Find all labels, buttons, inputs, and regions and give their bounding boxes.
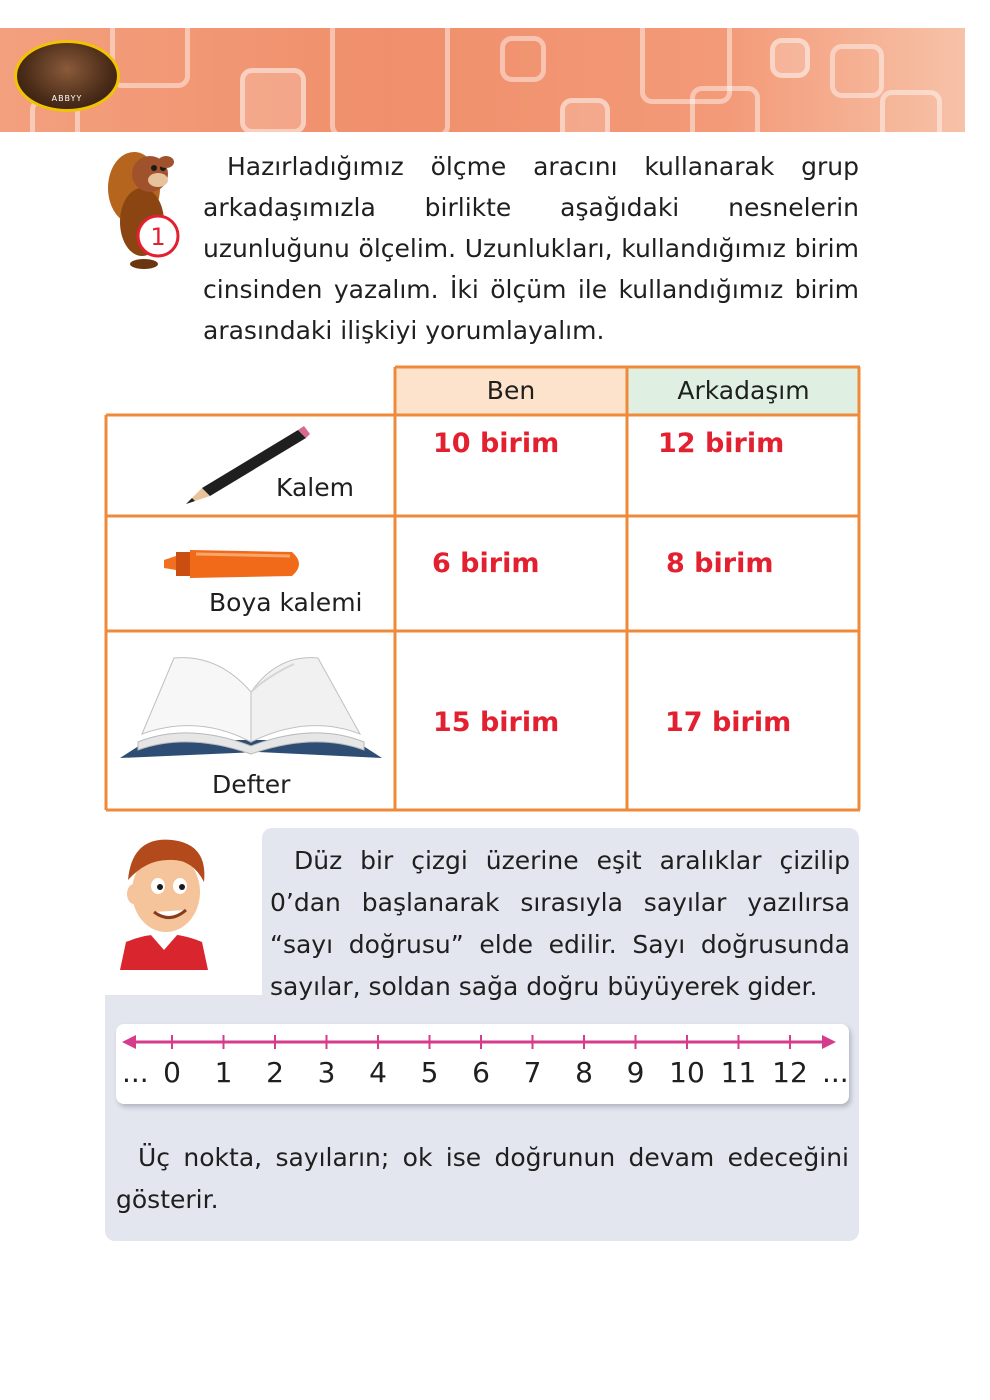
tick-label-3: 3 (317, 1056, 336, 1089)
decorative-square (240, 68, 306, 132)
decorative-square (330, 28, 450, 132)
cell-boya-kalemi-arkadasim: 8 birim (666, 548, 774, 579)
cell-kalem-arkadasim: 12 birim (658, 428, 785, 459)
header-banner (0, 28, 965, 132)
highlighter-icon (162, 546, 308, 582)
open-book-icon (118, 652, 384, 764)
row-item-defter: Defter (212, 770, 291, 799)
decorative-square (110, 28, 190, 88)
badge-text: ABBYY (51, 94, 83, 103)
right-arrow-icon (822, 1035, 836, 1049)
tick-label-9: 9 (626, 1056, 645, 1089)
tick-label-12: 12 (772, 1056, 808, 1089)
cell-defter-ben: 15 birim (433, 707, 560, 738)
tick-label-8: 8 (575, 1056, 593, 1089)
tick-label-2: 2 (266, 1056, 284, 1089)
question-text: Hazırladığımız ölçme aracını kullanarak grup arkadaşımızla birlikte aşağıdaki nesnelerin uzunluğunu ölçelim. Uzunlukları, kullandığımız birim cinsinden yazalım. İki ölçüm ile kullandığımız birim arasındaki ilişkiyi yorumlayalım. (203, 152, 859, 345)
cell-kalem-ben: 10 birim (433, 428, 560, 459)
decorative-square (560, 98, 610, 132)
tick-label-11: 11 (720, 1056, 757, 1089)
column-header-arkadasim: Arkadaşım (677, 376, 810, 405)
beaver-mascot-icon (100, 148, 186, 272)
number-line-definition: Düz bir çizgi üzerine eşit aralıklar çizilip 0’dan başlanarak sırasıyla sayılar yazılırsa “sayı doğrusu” elde edilir. Sayı doğrusunda sayılar, soldan sağa doğru büyüyerek gider. (270, 846, 850, 1001)
decorative-square (500, 36, 546, 82)
tick-label-7: 7 (523, 1056, 542, 1089)
decorative-square (880, 90, 942, 132)
tick-label-5: 5 (420, 1056, 439, 1089)
tick-label-6: 6 (472, 1056, 490, 1089)
tick-label-1: 1 (214, 1056, 233, 1089)
tick-label-0: 0 (163, 1056, 181, 1089)
tick-label-10: 10 (669, 1056, 705, 1089)
left-ellipsis: ... (122, 1056, 149, 1089)
boy-character-icon (112, 830, 216, 970)
decorative-square (690, 86, 760, 132)
right-ellipsis: ... (822, 1056, 849, 1089)
abbyy-badge (14, 40, 120, 112)
closing-note: Üç nokta, sayıların; ok ise doğrunun devam edeceğini gösterir. (116, 1143, 849, 1214)
left-arrow-icon (122, 1035, 136, 1049)
question-number: 1 (150, 223, 166, 251)
number-line (116, 1024, 849, 1104)
row-item-boya-kalemi: Boya kalemi (209, 588, 363, 617)
column-header-ben: Ben (486, 376, 536, 405)
decorative-square (830, 44, 884, 98)
row-item-kalem: Kalem (276, 473, 354, 502)
tick-label-4: 4 (369, 1056, 387, 1089)
cell-defter-arkadasim: 17 birim (665, 707, 792, 738)
decorative-square (770, 38, 810, 78)
cell-boya-kalemi-ben: 6 birim (432, 548, 540, 579)
